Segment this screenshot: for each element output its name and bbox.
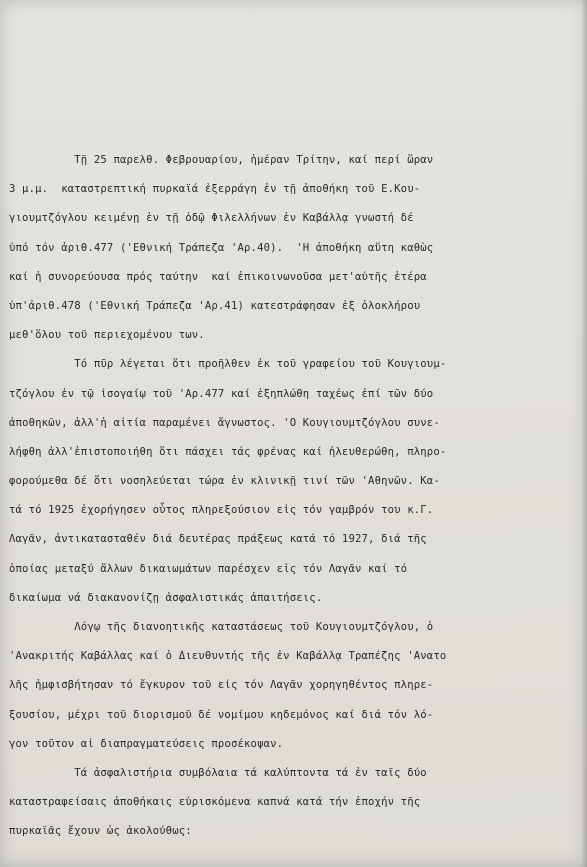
text-line: ὁποίας μεταξύ ἄλλων δικαιωμάτων παρέσχεν εἰς τόν Λαγᾶν καί τό: [9, 562, 408, 575]
text-line: Λαγᾶν, ἀντικατασταθέν διά δευτέρας πράξεως κατά τό 1927, διά τῆς: [9, 533, 427, 546]
text-line: Λόγῳ τῆς διανοητικῆς καταστάσεως τοῦ Κουγιουμτζόγλου, ὁ: [9, 621, 434, 633]
text-line: Τά ἀσφαλιστήρια συμβόλαια τά καλύπτοντα τά ἐν ταῖς δύο: [9, 766, 427, 779]
text-line: γον τοῦτον αἱ διαπραγματεύσεις προσέκοψαν.: [9, 737, 284, 750]
text-line: ὑπ'ἀριθ.478 ('Εθνική Τράπεζα 'Αρ.41) κατεστράφησαν ἐξ ὁλοκλήρου: [9, 299, 421, 312]
text-line: καί ἡ συνορεύουσα πρός ταύτην καί ἐπικοινωνοῦσα μετ'αὐτῆς ἑτέρα: [9, 270, 427, 283]
text-line: δικαίωμα νά διακανονίζῃ ἀσφαλιστικάς ἀπαιτήσεις.: [9, 591, 323, 604]
text-line: ὑπό τόν ἀριθ.477 ('Εθνική Τράπεζα 'Αρ.40). 'Η ἀποθήκη αὕτη καθὼς: [9, 241, 434, 254]
text-line: Τό πῦρ λέγεται ὅτι προῆλθεν ἐκ τοῦ γραφείου τοῦ Κουγιουμ-: [9, 358, 447, 371]
text-line: λῆς ἠμφισβήτησαν τό ἔγκυρον τοῦ εἰς τόν Λαγᾶν χορηγηθέντος πληρε-: [9, 679, 434, 692]
text-line: ἀποθηκῶν, ἀλλ'ἡ αἰτία παραμένει ἄγνωστος. 'Ο Κουγιουμτζόγλου συνε-: [9, 416, 440, 429]
text-line: λήφθη ἀλλ'ἐπιστοποιήθη ὅτι πάσχει τάς φρένας καί ἠλευθερώθη, πληρο-: [9, 445, 447, 458]
text-line: ξουσίου, μέχρι τοῦ διορισμοῦ δέ νομίμου κηδεμόνος καί διά τόν λό-: [9, 708, 434, 721]
typewritten-text: [9, 146, 584, 847]
text-line: 3 μ.μ. καταστρεπτική πυρκαϊά ἐξερράγη ἐν τῇ ἀποθήκη τοῦ Ε.Κου-: [9, 183, 421, 196]
text-line: τζόγλου ἐν τῷ ἰσογαίῳ τοῦ 'Αρ.477 καί ἐξηπλώθη ταχέως ἐπί τῶν δύο: [9, 387, 434, 400]
text-line: γιουμτζόγλου κειμένῃ ἐν τῇ ὁδῷ Φιλελλήνων ἐν Καβάλλᾳ γνωστή δέ: [9, 212, 414, 225]
text-line: καταστραφείσαις ἀποθήκαις εὑρισκόμενα καπνά κατά τήν ἐποχήν τῆς: [9, 796, 421, 809]
text-line: Τῇ 25 παρελθ. Φεβρουαρίου, ἡμέραν Τρίτην, καί περί ὥραν: [9, 154, 434, 166]
text-line: φορούμεθα δέ ὅτι νοσηλεύεται τώρα ἐν κλινικῇ τινί τῶν 'Αθηνῶν. Κα-: [9, 475, 440, 488]
text-line: πυρκαϊᾶς ἔχουν ὡς ἀκολούθως:: [9, 825, 192, 838]
text-line: μεθ'ὅλου τοῦ περιεχομένου των.: [9, 329, 205, 342]
text-line: 'Ανακριτής Καβάλλας καί ὁ Διευθυντής τῆς ἐν Καβάλλᾳ Τραπέζης 'Ανατο: [9, 650, 447, 663]
text-line: τά τό 1925 ἐχορήγησεν οὗτος πληρεξούσιον εἰς τόν γαμβρόν του κ.Γ.: [9, 504, 434, 517]
